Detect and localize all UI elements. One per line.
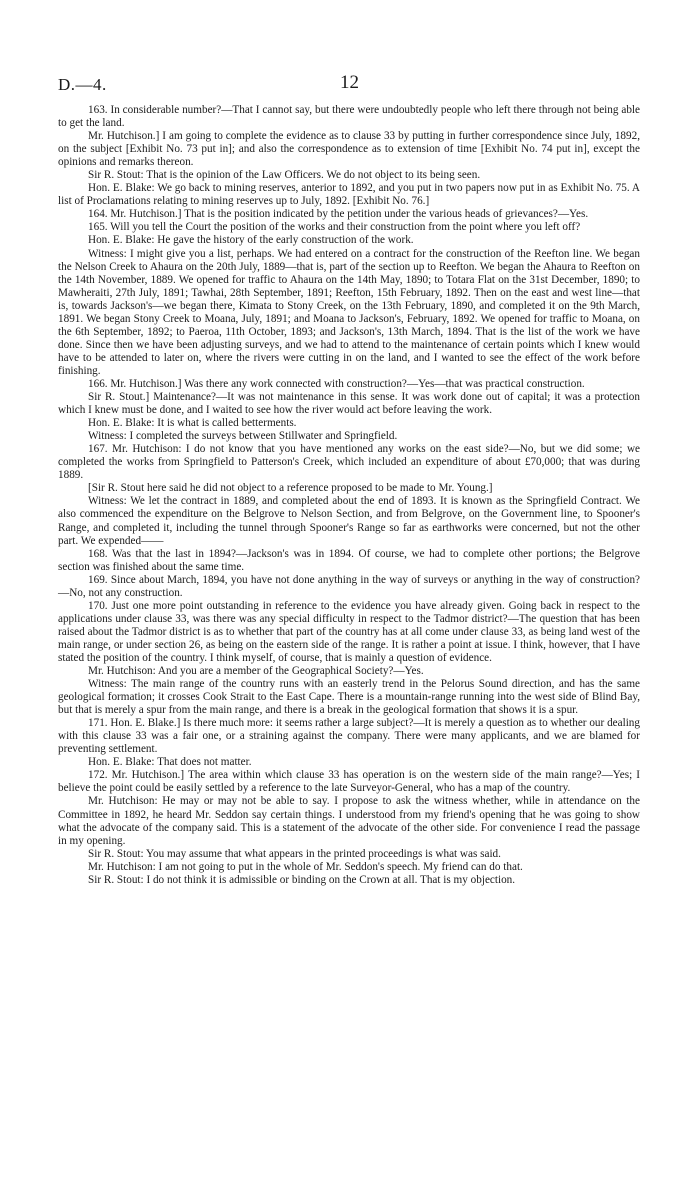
paragraph: 169. Since about March, 1894, you have not done anything in the way of surveys or anything in the way of construction?—No, not any construction. — [58, 573, 640, 599]
paragraph: Witness: I might give you a list, perhaps. We had entered on a contract for the construction of the Reefton line. We began the Nelson Creek to Ahaura on the 20th July, 1889—that is, part of the section up to Reefton. We began the Ahaura to Reefton on the 14th November, 1889. We opened for traffic to Ahaura on the 14th May, 1890; to Totara Flat on the 31st December, 1890; to Mawheraiti, 27th July, 1891; Tawhai, 28th September, 1891; Reefton, 15th February, 1892. Then on the east and west line—that is, towards Jackson's—we began there, Kimata to Stony Creek, on the 13th February, 1890, and completed it on the 9th March, 1891. We began Stony Creek to Moana, July, 1891; and Moana to Jackson's, February, 1892. We opened for traffic to Moana, on the 6th September, 1892; to Paeroa, 11th October, 1893; and Jackson's, 13th March, 1894. That is the list of the work we have done. Since then we have been adjusting surveys, and we had to attend to the maintenance of certain points which I knew would have to be attended to later on, where the rivers were cutting in on the land, and I wanted to see the effect of the work before finishing. — [58, 247, 640, 377]
paragraph: Mr. Hutchison.] I am going to complete the evidence as to clause 33 by putting in further correspondence since July, 1892, on the subject [Exhibit No. 73 put in]; and also the correspondence as to extension of time [Exhibit No. 74 put in], except the opinions and remarks thereon. — [58, 130, 640, 169]
paragraph: Witness: I completed the surveys between Stillwater and Springfield. — [88, 430, 398, 443]
document-reference: D.—4. — [58, 75, 107, 94]
paragraph: 167. Mr. Hutchison: I do not know that you have mentioned any works on the east side?—No, but we did some; we completed the works from Springfield to Patterson's Creek, which included an expenditure of about £70,000; that was during 1889. — [58, 443, 640, 482]
paragraph: 165. Will you tell the Court the position of the works and their construction from the point where you left off? — [88, 221, 581, 234]
document-body — [58, 104, 640, 887]
paragraph: Hon. E. Blake: He gave the history of the early construction of the work. — [88, 234, 414, 247]
paragraph: Witness: The main range of the country runs with an easterly trend in the Pelorus Sound direction, and has the same geological formation; it crosses Cook Strait to the East Cape. There is a mountain-range running into the west side of Blind Bay, but that is merely a spur from the main range, and there is a break in the geological formation that shows it is a spur. — [58, 678, 640, 717]
paragraph: Mr. Hutchison: And you are a member of the Geographical Society?—Yes. — [88, 665, 424, 678]
paragraph: Hon. E. Blake: We go back to mining reserves, anterior to 1892, and you put in two papers now put in as Exhibit No. 75. A list of Proclamations relating to mining reserves up to July, 1892. [Exhibit No. 76.] — [58, 182, 640, 208]
paragraph: 166. Mr. Hutchison.] Was there any work connected with construction?—Yes—that was practical construction. — [88, 377, 585, 390]
page-number: 12 — [340, 72, 359, 93]
paragraph: Witness: We let the contract in 1889, and completed about the end of 1893. It is known as the Springfield Contract. We also commenced the expenditure on the Belgrove to Nelson Section, and from Belgrove, on the Government line, to Spooner's Range, and completed it, including the tunnel through Spooner's Range so far as earthworks were concerned, but not the other part. We expended—— — [58, 495, 640, 547]
paragraph: Sir R. Stout: That is the opinion of the Law Officers. We do not object to its being seen. — [88, 169, 481, 182]
paragraph: 163. In considerable number?—That I cannot say, but there were undoubtedly people who left there through not being able to get the land. — [58, 104, 640, 130]
paragraph: 172. Mr. Hutchison.] The area within which clause 33 has operation is on the western side of the main range?—Yes; I believe the point could be easily settled by a reference to the late Surveyor-General, who has a map of the country. — [58, 769, 640, 795]
paragraph: Sir R. Stout.] Maintenance?—It was not maintenance in this sense. It was work done out of capital; it was a protection which I knew must be done, and I waited to see how the river would act before leaving the work. — [58, 391, 640, 417]
paragraph: Mr. Hutchison: He may or may not be able to say. I propose to ask the witness whether, while in attendance on the Committee in 1892, he heard Mr. Seddon say certain things. I understood from my friend's opening that he was going to show what the advocate of the company said. This is a statement of the advocate of the other side. For convenience I read the passage in my opening. — [58, 795, 640, 847]
paragraph: Mr. Hutchison: I am not going to put in the whole of Mr. Seddon's speech. My friend can do that. — [88, 860, 523, 873]
paragraph: Sir R. Stout: You may assume that what appears in the printed proceedings is what was said. — [88, 847, 501, 860]
paragraph: 170. Just one more point outstanding in reference to the evidence you have already given. Going back in respect to the applications under clause 33, was there was any special difficulty in respect to the Tadmor district?—The question that has been raised about the Tadmor district is as to whether that part of the country has at all come under clause 33, as being land west of the main range, or under section 26, as being on the eastern side of the range. It is rather a point at issue. I think, however, that I have stated the position of the country. I think myself, of course, that is mainly a question of evidence. — [58, 599, 640, 664]
paragraph: Sir R. Stout: I do not think it is admissible or binding on the Crown at all. That is my objection. — [88, 873, 516, 886]
paragraph: Hon. E. Blake: It is what is called betterments. — [88, 417, 297, 430]
paragraph: Hon. E. Blake: That does not matter. — [88, 756, 252, 769]
paragraph: 171. Hon. E. Blake.] Is there much more: it seems rather a large subject?—It is merely a question as to whether our dealing with this clause 33 was a fair one, or a straining against the company. There were many applicants, and we are blamed for preventing settlement. — [58, 717, 640, 756]
paragraph: 164. Mr. Hutchison.] That is the position indicated by the petition under the various heads of grievances?—Yes. — [88, 208, 589, 221]
paragraph: 168. Was that the last in 1894?—Jackson's was in 1894. Of course, we had to complete other portions; the Belgrove section was finished about the same time. — [58, 547, 640, 573]
paragraph: [Sir R. Stout here said he did not object to a reference proposed to be made to Mr. Young.] — [88, 482, 493, 495]
